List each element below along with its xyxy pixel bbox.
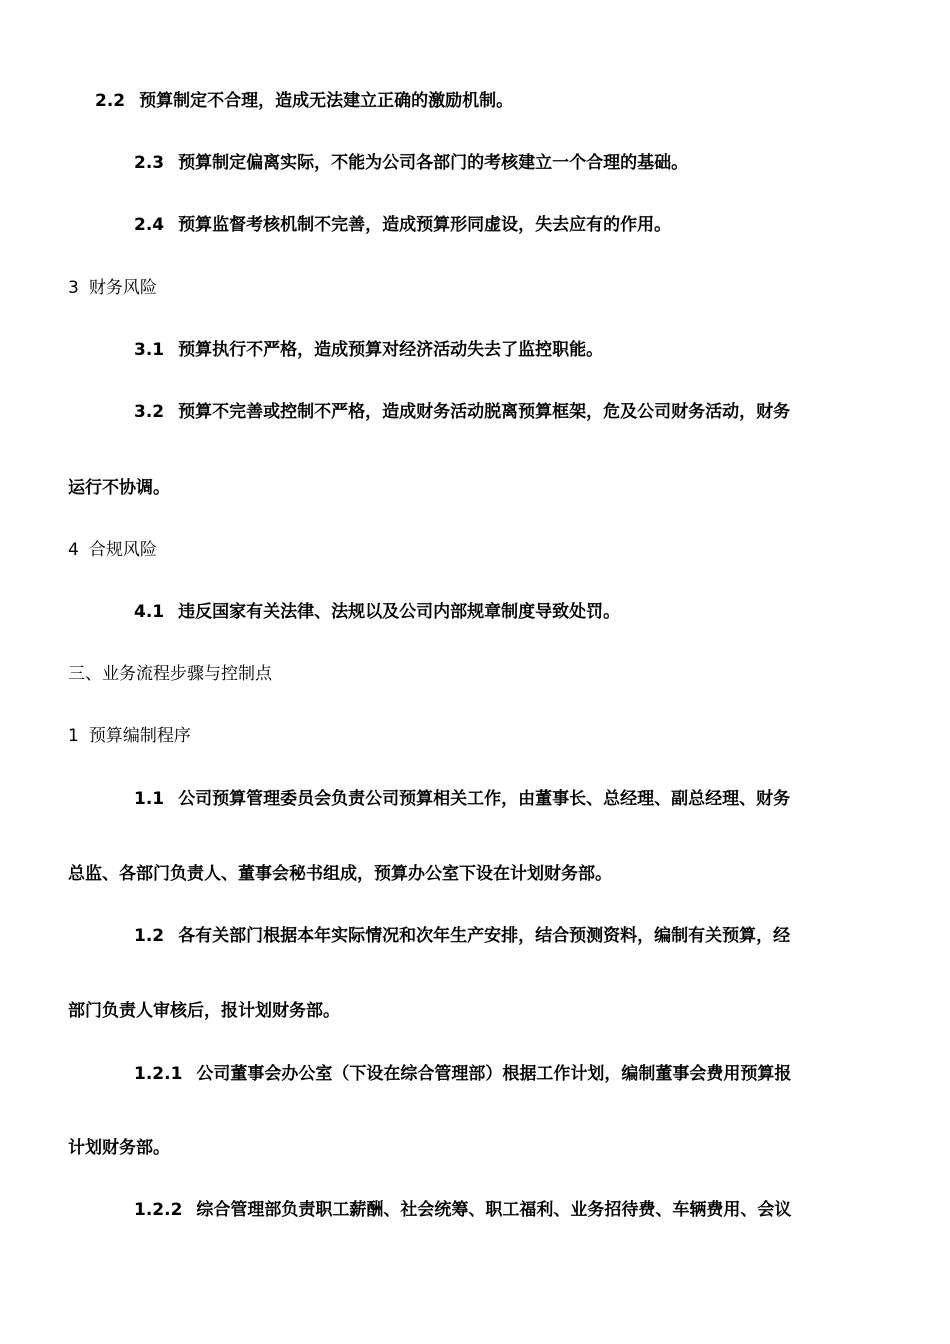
item-2-4 bbox=[134, 213, 671, 237]
heading-number: 3 bbox=[68, 278, 79, 298]
heading-number: 4 bbox=[68, 540, 79, 560]
item-4-1 bbox=[134, 600, 620, 624]
item-1-2-2 bbox=[134, 1198, 791, 1222]
item-text: 综合管理部负责职工薪酬、社会统筹、职工福利、业务招待费、车辆费用、会议 bbox=[196, 1200, 792, 1220]
item-number: 1.1 bbox=[134, 789, 165, 809]
item-number: 1.2.2 bbox=[134, 1200, 183, 1220]
item-text: 公司董事会办公室（下设在综合管理部）根据工作计划，编制董事会费用预算报 bbox=[196, 1064, 792, 1084]
item-text: 违反国家有关法律、法规以及公司内部规章制度导致处罚。 bbox=[178, 602, 621, 622]
heading-text: 财务风险 bbox=[88, 278, 157, 298]
heading-text: 预算编制程序 bbox=[88, 726, 191, 746]
heading-compliance-risk bbox=[68, 538, 157, 562]
heading-number: 1 bbox=[68, 726, 79, 746]
item-text: 预算执行不严格，造成预算对经济活动失去了监控职能。 bbox=[178, 340, 604, 360]
item-number: 1.2 bbox=[134, 926, 165, 946]
item-number: 1.2.1 bbox=[134, 1064, 183, 1084]
item-text: 公司预算管理委员会负责公司预算相关工作，由董事长、总经理、副总经理、财务 bbox=[178, 789, 791, 809]
heading-budget-procedure bbox=[68, 724, 191, 748]
item-3-1 bbox=[134, 338, 603, 362]
item-text: 预算制定不合理，造成无法建立正确的激励机制。 bbox=[139, 91, 514, 111]
section-heading-3: 三、业务流程步骤与控制点 bbox=[68, 664, 272, 684]
item-1-2-1 bbox=[134, 1062, 791, 1086]
item-number: 2.4 bbox=[134, 215, 165, 235]
item-text: 各有关部门根据本年实际情况和次年生产安排，结合预测资料，编制有关预算，经 bbox=[178, 926, 791, 946]
item-1-2 bbox=[134, 924, 790, 948]
item-1-2-continuation: 部门负责人审核后，报计划财务部。 bbox=[68, 1001, 340, 1021]
item-number: 3.2 bbox=[134, 402, 165, 422]
item-text: 预算监督考核机制不完善，造成预算形同虚设，失去应有的作用。 bbox=[178, 215, 672, 235]
item-number: 3.1 bbox=[134, 340, 165, 360]
item-number: 4.1 bbox=[134, 602, 165, 622]
item-number: 2.2 bbox=[95, 91, 126, 111]
heading-text: 合规风险 bbox=[88, 540, 157, 560]
item-2-3 bbox=[134, 151, 688, 175]
item-3-2-continuation: 运行不协调。 bbox=[68, 478, 170, 498]
item-number: 2.3 bbox=[134, 153, 165, 173]
item-3-2 bbox=[134, 400, 790, 424]
item-1-1 bbox=[134, 787, 790, 811]
item-1-1-continuation: 总监、各部门负责人、董事会秘书组成，预算办公室下设在计划财务部。 bbox=[68, 864, 612, 884]
item-1-2-1-continuation: 计划财务部。 bbox=[68, 1138, 170, 1158]
item-text: 预算制定偏离实际，不能为公司各部门的考核建立一个合理的基础。 bbox=[178, 153, 689, 173]
heading-financial-risk bbox=[68, 276, 157, 300]
item-text: 预算不完善或控制不严格，造成财务活动脱离预算框架，危及公司财务活动，财务 bbox=[178, 402, 791, 422]
item-2-2 bbox=[95, 89, 513, 113]
